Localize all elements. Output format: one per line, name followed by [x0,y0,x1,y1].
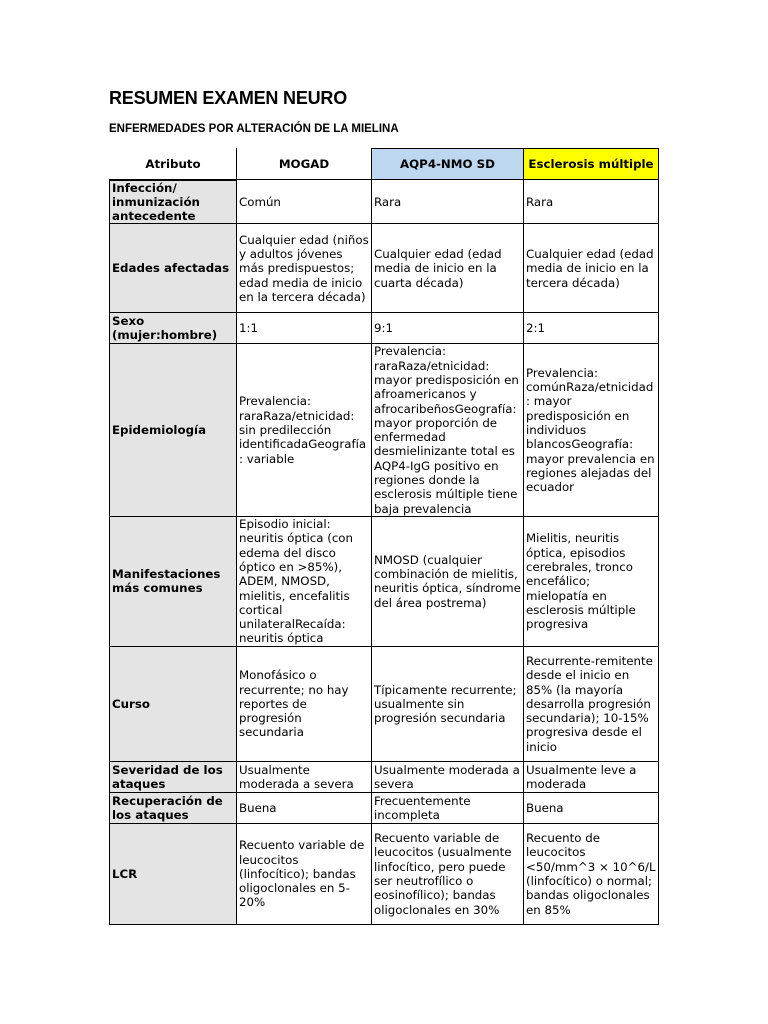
mogad-cell: Común [237,180,372,224]
table-row [110,224,659,313]
em-cell: Prevalencia: comúnRaza/etnicidad: mayor predisposición en individuos blancosGeografía: mayor prevalencia en regiones alejadas del ecuador [524,344,659,517]
table-row [110,516,659,646]
em-cell: Buena [524,792,659,823]
table-row [110,646,659,761]
mogad-cell: Recuento variable de leucocitos (linfocítico); bandas oligoclonales en 5-20% [237,823,372,924]
mogad-cell: Episodio inicial: neuritis óptica (con edema del disco óptico en >85%), ADEM, NMOSD, mielitis, encefalitis cortical unilateralRecaída: neuritis óptica [237,516,372,646]
aqp4-cell: Recuento variable de leucocitos (usualmente linfocítico, pero puede ser neutrofílico o eosinofílico); bandas oligoclonales en 30% [372,823,524,924]
mogad-cell: Cualquier edad (niños y adultos jóvenes más predispuestos; edad media de inicio en la tercera década) [237,224,372,313]
row-attribute: Infección/ inmunización antecedente [110,180,237,224]
row-attribute: Epidemiología [110,344,237,517]
document-title: RESUMEN EXAMEN NEURO [109,88,348,108]
table-row [110,180,659,224]
aqp4-cell: Frecuentemente incompleta [372,792,524,823]
row-attribute: Recuperación de los ataques [110,792,237,823]
table-row [110,761,659,792]
aqp4-cell: Usualmente moderada a severa [372,761,524,792]
table-row [110,313,659,344]
mogad-cell: Monofásico o recurrente; no hay reportes de progresión secundaria [237,646,372,761]
document-subtitle: ENFERMEDADES POR ALTERACIÓN DE LA MIELINA [109,123,399,135]
aqp4-cell: Rara [372,180,524,224]
table-row [110,344,659,517]
em-cell: Cualquier edad (edad media de inicio en la tercera década) [524,224,659,313]
em-cell: Recuento de leucocitos <50/mm^3 × 10^6/L (linfocítico) o normal; bandas oligoclonales en 85% [524,823,659,924]
mogad-cell: Buena [237,792,372,823]
table-row [110,792,659,823]
aqp4-cell: Cualquier edad (edad media de inicio en la cuarta década) [372,224,524,313]
row-attribute: Severidad de los ataques [110,761,237,792]
table-header-row [110,149,659,180]
aqp4-cell: Prevalencia: raraRaza/etnicidad: mayor predisposición en afroamericanos y afrocaribeñosGeografía: mayor proporción de enfermedad desmielinizante total es AQP4-IgG positivo en regiones donde la esclerosis múltiple tiene baja prevalencia [372,344,524,517]
row-attribute: Curso [110,646,237,761]
mogad-cell: 1:1 [237,313,372,344]
mogad-cell: Prevalencia: raraRaza/etnicidad: sin predilección identificadaGeografía: variable [237,344,372,517]
header-esclerosis-multiple: Esclerosis múltiple [524,149,659,180]
table-row [110,823,659,924]
row-attribute: Manifestaciones más comunes [110,516,237,646]
em-cell: Usualmente leve a moderada [524,761,659,792]
header-aqp4-nmo-sd: AQP4-NMO SD [372,149,524,180]
row-attribute: Edades afectadas [110,224,237,313]
mogad-cell: Usualmente moderada a severa [237,761,372,792]
aqp4-cell: Típicamente recurrente; usualmente sin progresión secundaria [372,646,524,761]
aqp4-cell: NMOSD (cualquier combinación de mielitis, neuritis óptica, síndrome del área postrema) [372,516,524,646]
em-cell: Mielitis, neuritis óptica, episodios cerebrales, tronco encefálico; mielopatía en esclerosis múltiple progresiva [524,516,659,646]
row-attribute: LCR [110,823,237,924]
em-cell: Rara [524,180,659,224]
row-attribute: Sexo (mujer:hombre) [110,313,237,344]
comparison-table [109,148,659,925]
header-mogad: MOGAD [237,149,372,180]
aqp4-cell: 9:1 [372,313,524,344]
em-cell: Recurrente-remitente desde el inicio en 85% (la mayoría desarrolla progresión secundaria); 10-15% progresiva desde el inicio [524,646,659,761]
em-cell: 2:1 [524,313,659,344]
header-atributo: Atributo [110,149,237,180]
